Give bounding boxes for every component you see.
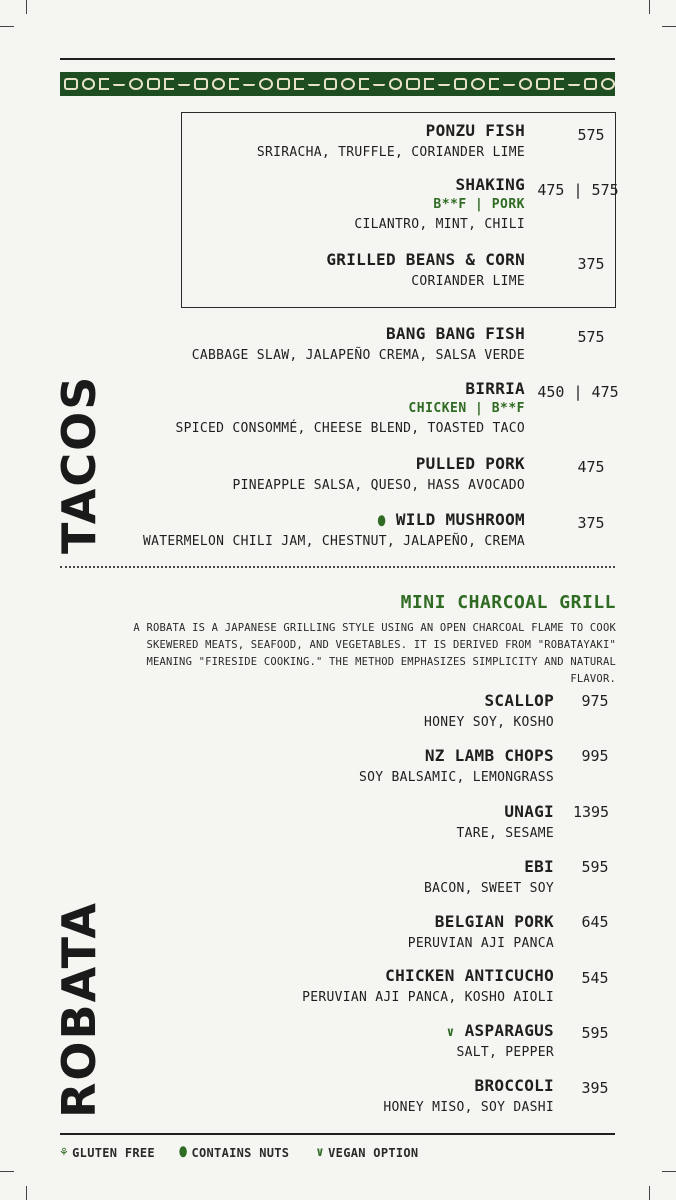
- crop-mark: [0, 26, 14, 27]
- pattern-glyph: [489, 78, 499, 90]
- menu-item-ebi: [424, 858, 554, 898]
- legend-vegan-option: [316, 1146, 418, 1160]
- wheat-icon: ⚘: [60, 1145, 69, 1160]
- item-price: 575: [577, 328, 605, 346]
- item-desc: CABBAGE SLAW, JALAPEÑO CREMA, SALSA VERDE: [191, 348, 525, 363]
- item-name: EBI: [524, 857, 554, 876]
- item-name: GRILLED BEANS & CORN: [326, 250, 525, 269]
- item-name: SHAKING: [455, 175, 525, 194]
- pattern-glyph: [178, 82, 190, 86]
- item-name: BROCCOLI: [474, 1076, 554, 1095]
- pattern-glyph: [64, 78, 78, 90]
- pattern-glyph: [454, 78, 468, 90]
- menu-item-broccoli: [383, 1077, 554, 1117]
- crop-mark: [26, 0, 27, 14]
- item-desc: HONEY SOY, KOSHO: [423, 715, 554, 730]
- item-name: BANG BANG FISH: [385, 324, 525, 343]
- item-name: PULLED PORK: [415, 454, 525, 473]
- contains-nuts-icon: ⬮: [377, 514, 386, 529]
- item-price: 595: [581, 1024, 609, 1042]
- pattern-glyph: [601, 78, 615, 90]
- legend-label: CONTAINS NUTS: [191, 1146, 290, 1160]
- menu-item-nz-lamb-chops: [359, 747, 554, 787]
- pattern-glyph: [568, 82, 580, 86]
- menu-item-shaking: [354, 176, 525, 234]
- item-desc: SOY BALSAMIC, LEMONGRASS: [358, 770, 554, 785]
- menu-item-wild-mushroom: [143, 511, 525, 551]
- section-divider: [60, 566, 615, 568]
- pattern-glyph: [212, 78, 226, 90]
- crop-mark: [649, 1186, 650, 1200]
- pattern-glyph: [503, 82, 515, 86]
- item-desc: TARE, SESAME: [456, 826, 554, 841]
- pattern-glyphs: [60, 72, 615, 96]
- item-name: BIRRIA: [465, 379, 525, 398]
- item-price: 575: [577, 126, 605, 144]
- pattern-glyph: [373, 82, 385, 86]
- pattern-glyph: [438, 82, 450, 86]
- item-desc: BACON, SWEET SOY: [423, 881, 554, 896]
- pattern-glyph: [389, 78, 403, 90]
- item-desc: PERUVIAN AJI PANCA: [407, 936, 554, 951]
- menu-item-ponzu-fish: [257, 122, 525, 162]
- item-name: NZ LAMB CHOPS: [424, 746, 554, 765]
- item-name: SCALLOP: [484, 691, 554, 710]
- item-price: 995: [581, 747, 609, 765]
- vegan-icon: ∨: [446, 1025, 455, 1040]
- pattern-glyph: [99, 78, 109, 90]
- item-price: 645: [581, 913, 609, 931]
- crop-mark: [0, 1171, 14, 1172]
- legend-contains-nuts: [179, 1146, 289, 1160]
- pattern-glyph: [584, 78, 598, 90]
- pattern-glyph: [164, 78, 174, 90]
- section-label-robata: ROBATA: [52, 900, 106, 1118]
- item-price: 395: [581, 1079, 609, 1097]
- decorative-pattern-band: [60, 72, 615, 96]
- item-name: UNAGI: [504, 802, 554, 821]
- legend-gluten-free: [60, 1146, 155, 1160]
- menu-item-unagi: [456, 803, 554, 843]
- menu-item-grilled-beans-corn: [326, 251, 525, 291]
- item-desc: PERUVIAN AJI PANCA, KOSHO AIOLI: [302, 990, 554, 1005]
- pattern-glyph: [471, 78, 485, 90]
- item-options: CHICKEN | B**F: [408, 401, 525, 416]
- pattern-glyph: [229, 78, 239, 90]
- vegan-icon: ∨: [316, 1145, 325, 1160]
- item-price: 475 | 575: [537, 181, 619, 199]
- menu-item-asparagus: [447, 1022, 554, 1062]
- item-price: 545: [581, 969, 609, 987]
- item-name: ASPARAGUS: [464, 1021, 554, 1040]
- crop-mark: [26, 1186, 27, 1200]
- item-price: 595: [581, 858, 609, 876]
- pattern-glyph: [294, 78, 304, 90]
- menu-item-birria: [176, 380, 525, 438]
- pattern-glyph: [554, 78, 564, 90]
- pattern-glyph: [243, 82, 255, 86]
- pattern-glyph: [341, 78, 355, 90]
- crop-mark: [662, 1171, 676, 1172]
- item-options: B**F | PORK: [433, 197, 525, 212]
- item-price: 1395: [572, 803, 610, 821]
- section-label-tacos: TACOS: [52, 374, 106, 554]
- pattern-glyph: [536, 78, 550, 90]
- pattern-glyph: [519, 78, 533, 90]
- pattern-glyph: [308, 82, 320, 86]
- item-price: 450 | 475: [537, 383, 619, 401]
- legend-label: GLUTEN FREE: [72, 1146, 155, 1160]
- item-price: 375: [577, 514, 605, 532]
- item-name: CHICKEN ANTICUCHO: [385, 966, 554, 985]
- pattern-glyph: [259, 78, 273, 90]
- item-desc: WATERMELON CHILI JAM, CHESTNUT, JALAPEÑO, CREMA: [143, 534, 525, 549]
- item-desc: SRIRACHA, TRUFFLE, CORIANDER LIME: [256, 145, 525, 160]
- item-name: WILD MUSHROOM: [395, 510, 525, 529]
- bottom-rule: [60, 1133, 615, 1135]
- crop-mark: [662, 26, 676, 27]
- pattern-glyph: [406, 78, 420, 90]
- grill-description: A ROBATA IS A JAPANESE GRILLING STYLE USING AN OPEN CHARCOAL FLAME TO COOK SKEWERED MEATS, SEAFOOD, AND VEGETABLES. IT IS DERIVED FROM "ROBATAYAKI" MEANING "FIRESIDE COOKING." THE METHOD EMPHASIZES SIMPLICITY AND NATURAL FLAVOR.: [133, 622, 616, 685]
- item-desc: HONEY MISO, SOY DASHI: [383, 1100, 554, 1115]
- pattern-glyph: [277, 78, 291, 90]
- contains-nuts-icon: ⬮: [179, 1145, 188, 1160]
- item-price: 375: [577, 255, 605, 273]
- grill-title: MINI CHARCOAL GRILL: [400, 592, 616, 613]
- pattern-glyph: [147, 78, 161, 90]
- pattern-glyph: [324, 78, 338, 90]
- menu-item-belgian-pork: [408, 913, 554, 953]
- pattern-glyph: [82, 78, 96, 90]
- crop-mark: [649, 0, 650, 14]
- item-name: BELGIAN PORK: [434, 912, 554, 931]
- top-rule: [60, 58, 615, 60]
- item-name: PONZU FISH: [425, 121, 525, 140]
- pattern-glyph: [129, 78, 143, 90]
- item-desc: PINEAPPLE SALSA, QUESO, HASS AVOCADO: [232, 478, 525, 493]
- item-desc: CORIANDER LIME: [411, 274, 525, 289]
- menu-item-pulled-pork: [232, 455, 525, 495]
- menu-item-scallop: [424, 692, 554, 732]
- legend-label: VEGAN OPTION: [328, 1146, 419, 1160]
- menu-item-chicken-anticucho: [302, 967, 554, 1007]
- pattern-glyph: [113, 82, 125, 86]
- menu-item-bang-bang-fish: [192, 325, 525, 365]
- item-price: 475: [577, 458, 605, 476]
- item-name-row: [447, 1022, 554, 1040]
- item-desc: SALT, PEPPER: [456, 1045, 554, 1060]
- pattern-glyph: [424, 78, 434, 90]
- pattern-glyph: [359, 78, 369, 90]
- item-price: 975: [581, 692, 609, 710]
- pattern-glyph: [194, 78, 208, 90]
- item-name-row: [143, 511, 525, 529]
- item-desc: SPICED CONSOMMÉ, CHEESE BLEND, TOASTED TACO: [175, 421, 525, 436]
- item-desc: CILANTRO, MINT, CHILI: [354, 217, 525, 232]
